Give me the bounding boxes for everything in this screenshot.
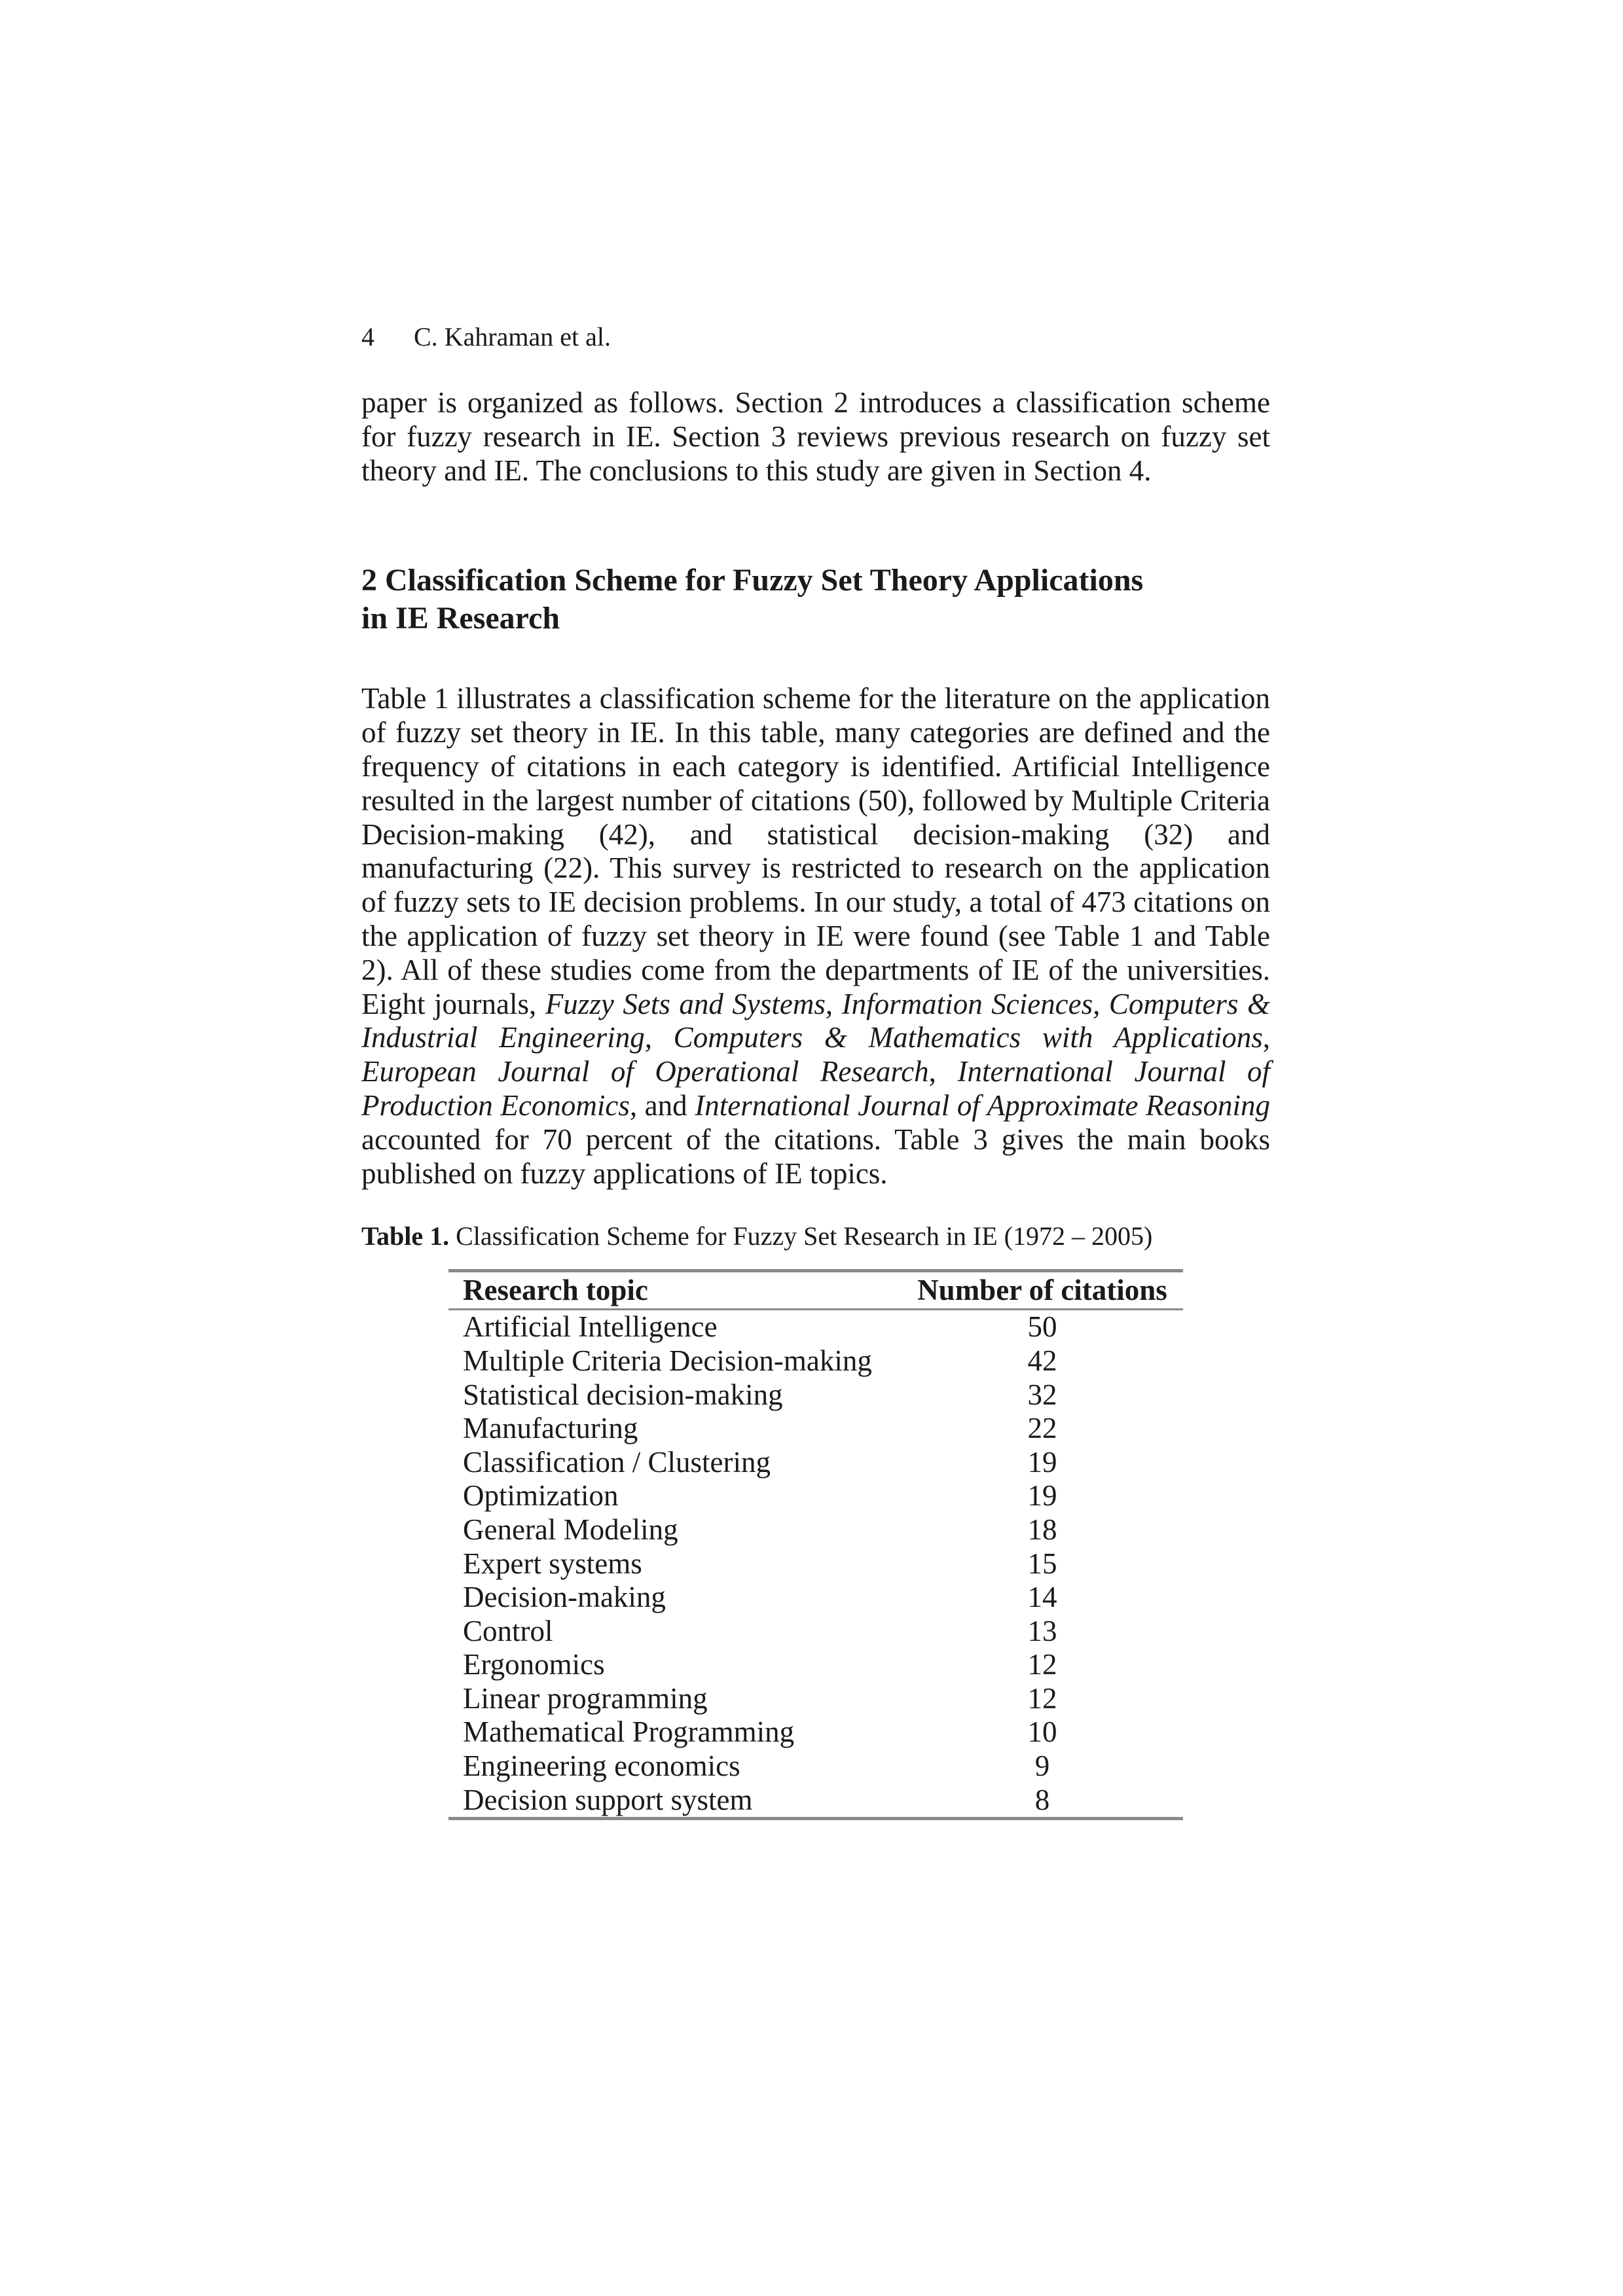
row-citations: 19 (1027, 1479, 1057, 1513)
table-row (448, 1581, 1183, 1615)
row-citations: 13 (1027, 1614, 1057, 1647)
page (361, 321, 1270, 1820)
table-caption-label: Table 1. (361, 1221, 450, 1251)
row-topic: Linear programming (463, 1681, 708, 1715)
row-citations: 42 (1027, 1344, 1057, 1377)
table-row (448, 1344, 1183, 1378)
row-topic: Artificial Intelligence (463, 1310, 718, 1344)
table-row (448, 1715, 1183, 1749)
row-topic: Control (463, 1614, 553, 1647)
journal-title-b: European Journal of Operational Research (361, 1055, 929, 1088)
running-head-authors: C. Kahraman et al. (414, 322, 611, 351)
journal-title-c: International Journal of Production Economics, (361, 1055, 1270, 1122)
row-topic: Optimization (463, 1479, 619, 1513)
row-topic: Mathematical Programming (463, 1715, 795, 1749)
body-text-part-1: Table 1 illustrates a classification scheme for the literature on the application of fuzzy set theory in IE. In this table, many categories are defined and the frequency of citations in each category is identified. Artificial Intelligence resulted in the largest number of citations (50), followed by Multiple Criteria Decision-making (42), and statistical decision-making (32) and manufacturing (22). This survey is restricted to research on the application of fuzzy sets to IE decision problems. In our study, a total of 473 citations on the application of fuzzy set theory in IE were found (see Table 1 and Table 2). All of these studies come from the departments of IE of the universities. Eight journals, (361, 682, 1270, 1020)
row-citations: 12 (1027, 1648, 1057, 1681)
row-topic: Decision support system (463, 1783, 753, 1816)
table-row (448, 1615, 1183, 1649)
journal-separator-3: and (637, 1088, 695, 1122)
journal-separator-1: , (1262, 1021, 1270, 1054)
journal-title-d: International Journal of Approximate Reasoning (695, 1088, 1270, 1122)
row-topic: Manufacturing (463, 1412, 638, 1445)
row-citations: 22 (1027, 1412, 1057, 1445)
journal-titles-a: Fuzzy Sets and Systems, Information Sciences, Computers & Industrial Engineering, Computers & Mathematics with Applications (361, 987, 1270, 1054)
row-topic: Ergonomics (463, 1648, 605, 1681)
journal-separator-2: , (928, 1055, 958, 1088)
row-topic: Engineering economics (463, 1749, 740, 1783)
section-body-paragraph (361, 682, 1270, 1191)
row-topic: Decision-making (463, 1581, 666, 1614)
table-body (448, 1310, 1183, 1819)
page-number: 4 (361, 322, 374, 351)
row-citations: 9 (1034, 1749, 1050, 1783)
running-head (361, 321, 1270, 353)
row-topic: Classification / Clustering (463, 1445, 771, 1479)
table-row (448, 1784, 1183, 1819)
section-heading-line-2: in IE Research (361, 601, 560, 636)
row-topic: Statistical decision-making (463, 1378, 783, 1411)
row-topic: Expert systems (463, 1547, 642, 1580)
table-container (448, 1269, 1183, 1820)
table-row (448, 1749, 1183, 1784)
table-row (448, 1446, 1183, 1480)
section-heading-line-1: 2 Classification Scheme for Fuzzy Set Theory Applications (361, 563, 1144, 598)
header-number-of-citations: Number of citations (917, 1274, 1167, 1307)
table-row (448, 1513, 1183, 1547)
row-citations: 10 (1027, 1715, 1057, 1749)
section-heading (361, 562, 1186, 637)
table-row (448, 1479, 1183, 1513)
table-caption-text: Classification Scheme for Fuzzy Set Research in IE (1972 – 2005) (449, 1221, 1153, 1251)
intro-paragraph: paper is organized as follows. Section 2 introduces a classification scheme for fuzzy research in IE. Section 3 reviews previous research on fuzzy set theory and IE. The conclusions to this study are given in Section 4. (361, 386, 1270, 487)
row-citations: 8 (1034, 1783, 1050, 1816)
row-citations: 14 (1027, 1581, 1057, 1614)
row-citations: 12 (1027, 1681, 1057, 1715)
table-row (448, 1682, 1183, 1716)
table-row (448, 1310, 1183, 1344)
row-citations: 32 (1027, 1378, 1057, 1411)
table-row (448, 1412, 1183, 1446)
row-citations: 19 (1027, 1445, 1057, 1479)
table-row (448, 1547, 1183, 1581)
table-caption (361, 1220, 1270, 1253)
header-research-topic: Research topic (463, 1274, 648, 1307)
row-citations: 15 (1027, 1547, 1057, 1580)
row-citations: 50 (1027, 1310, 1057, 1344)
table-header-row (448, 1271, 1183, 1310)
body-text-part-2: accounted for 70 percent of the citations. Table 3 gives the main books published on fuzzy applications of IE topics. (361, 1122, 1270, 1190)
row-citations: 18 (1027, 1513, 1057, 1546)
citations-table (448, 1269, 1183, 1820)
row-topic: General Modeling (463, 1513, 678, 1546)
table-row (448, 1378, 1183, 1412)
table-row (448, 1648, 1183, 1682)
row-topic: Multiple Criteria Decision-making (463, 1344, 872, 1377)
